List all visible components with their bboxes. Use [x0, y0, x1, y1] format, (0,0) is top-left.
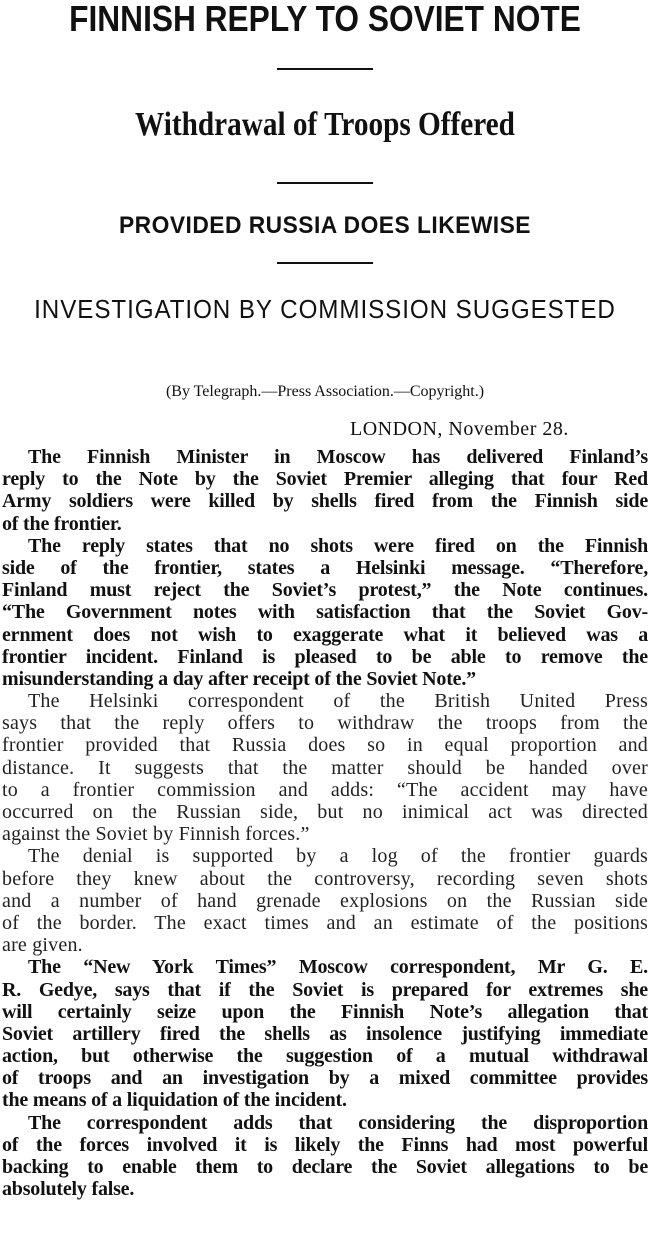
paragraph-line: against the Soviet by Finnish forces.” [2, 823, 310, 846]
headline-divider [277, 182, 373, 184]
paragraph-line: Army soldiers were killed by shells fired from the Finnish side [2, 490, 648, 513]
paragraph-line: The “New York Times” Moscow correspondent, Mr G. E. [28, 956, 648, 979]
article-paragraph [2, 956, 648, 1111]
paragraph-line: The Finnish Minister in Moscow has delivered Finland’s [28, 446, 648, 468]
paragraph-line: will certainly seize upon the Finnish Note’s allegation that [2, 1000, 648, 1023]
paragraph-line: The Helsinki correspondent of the British United Press [28, 690, 648, 713]
headline-divider [277, 68, 373, 70]
paragraph-line: reply to the Note by the Soviet Premier alleging that four Red [2, 468, 648, 491]
paragraph-line: Finland must reject the Soviet’s protest,” the Note continues. [2, 579, 648, 602]
paragraph-line: “The Government notes with satisfaction that the Soviet Gov- [2, 601, 648, 624]
paragraph-line: are given. [2, 934, 83, 957]
paragraph-line: The correspondent adds that considering the disproportion [28, 1111, 648, 1134]
article-paragraph [2, 1112, 648, 1201]
paragraph-line: R. Gedye, says that if the Soviet is prepared for extremes she [2, 978, 648, 1001]
paragraph-line: of troops and an investigation by a mixed committee provides [2, 1067, 648, 1090]
article-paragraph [2, 690, 648, 845]
paragraph-line: and a number of hand grenade explosions on the Russian side [2, 889, 648, 912]
paragraph-line: Soviet artillery fired the shells as insolence justifying immediate [2, 1022, 648, 1045]
headline-divider [277, 262, 373, 264]
article-paragraph [2, 535, 648, 690]
paragraph-line: The reply states that no shots were fired on the Finnish [28, 534, 648, 557]
paragraph-line: side of the frontier, states a Helsinki message. “Therefore, [2, 556, 648, 579]
paragraph-line: before they knew about the controversy, recording seven shots [2, 867, 648, 890]
paragraph-line: to a frontier commission and adds: “The accident may have [2, 778, 648, 801]
paragraph-line: The denial is supported by a log of the frontier guards [28, 845, 648, 868]
paragraph-line: backing to enable them to declare the Soviet allegations to be [2, 1156, 648, 1178]
wire-credit: (By Telegraph.—Press Association.—Copyright.) [165, 383, 485, 400]
main-headline: FINNISH REPLY TO SOVIET NOTE [69, 0, 581, 39]
paragraph-line: misunderstanding a day after receipt of the Soviet Note.” [2, 667, 476, 690]
paragraph-line: the means of a liquidation of the incident. [2, 1089, 347, 1112]
second-deck-headline: INVESTIGATION BY COMMISSION SUGGESTED [34, 294, 616, 324]
paragraph-line: frontier provided that Russia does so in equal proportion and [2, 734, 648, 757]
paragraph-line: ernment does not wish to exaggerate what it believed was a [2, 623, 648, 646]
paragraph-line: frontier incident. Finland is pleased to be able to remove the [2, 645, 648, 668]
paragraph-line: action, but otherwise the suggestion of a mutual withdrawal [2, 1045, 648, 1068]
paragraph-line: occurred on the Russian side, but no inimical act was directed [2, 801, 648, 823]
paragraph-line: says that the reply offers to withdraw the troops from the [2, 712, 648, 735]
article-paragraph [2, 446, 648, 535]
paragraph-line: of the frontier. [2, 512, 122, 535]
article-body [2, 446, 648, 1200]
dateline: LONDON, November 28. [350, 418, 569, 440]
deck-headline: PROVIDED RUSSIA DOES LIKEWISE [118, 212, 531, 239]
paragraph-line: of the border. The exact times and an estimate of the positions [2, 911, 648, 934]
article-paragraph [2, 845, 648, 956]
subheadline: Withdrawal of Troops Offered [135, 106, 515, 143]
paragraph-line: of the forces involved it is likely the Finns had most powerful [2, 1133, 648, 1156]
paragraph-line: distance. It suggests that the matter should be handed over [2, 756, 648, 779]
paragraph-line: absolutely false. [2, 1178, 135, 1201]
